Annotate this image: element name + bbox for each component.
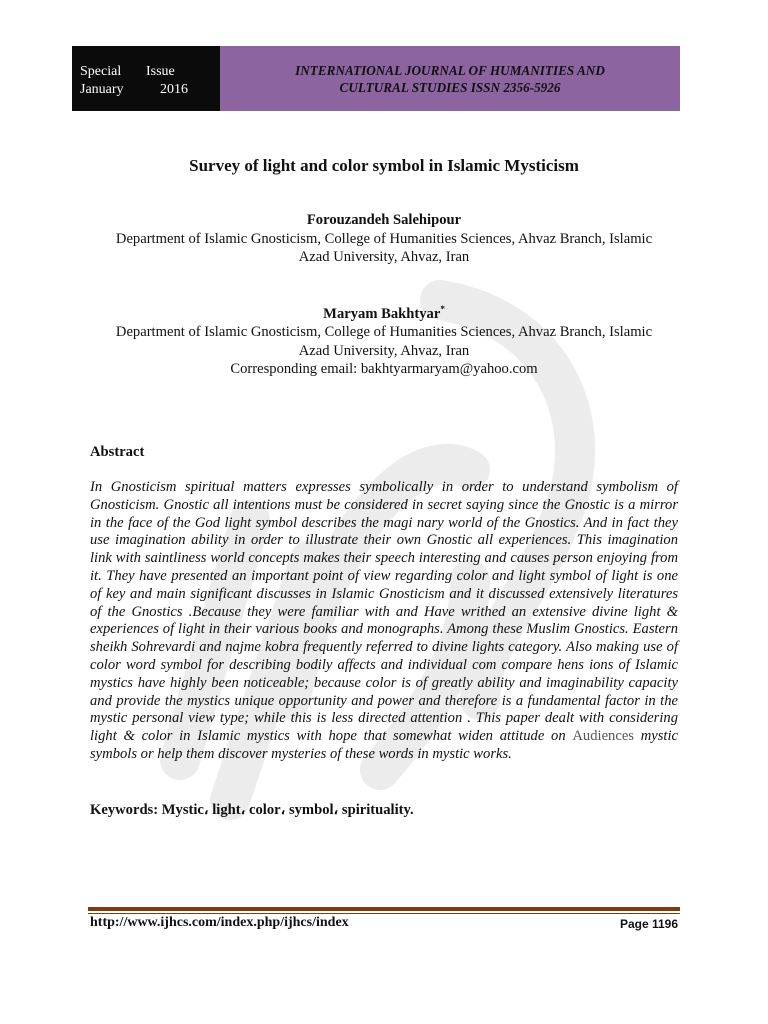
abstract-heading: Abstract xyxy=(90,444,145,460)
footer-rule-thin xyxy=(88,913,680,914)
special-label: Special xyxy=(80,64,122,79)
author-2 xyxy=(90,300,678,379)
author-2-affiliation-line1: Department of Islamic Gnosticism, College of Humanities Sciences, Ahvaz Branch, Islamic xyxy=(115,324,653,341)
author-1-name: Forouzandeh Salehipour xyxy=(306,212,462,228)
issue-label: Issue xyxy=(146,64,175,79)
journal-title-box xyxy=(220,46,680,111)
author-1-affiliation-line1: Department of Islamic Gnosticism, College of Humanities Sciences, Ahvaz Branch, Islamic xyxy=(115,230,653,247)
issue-box xyxy=(72,46,220,111)
author-2-affiliation-line2: Azad University, Ahvaz, Iran xyxy=(298,342,470,359)
corresponding-mark: * xyxy=(440,304,445,314)
author-1-affiliation-line2: Azad University, Ahvaz, Iran xyxy=(298,249,470,265)
page-number: Page 1196 xyxy=(619,917,678,931)
footer-url: http://www.ijhcs.com/index.php/ijhcs/index xyxy=(90,915,349,930)
month-label: January xyxy=(80,82,124,97)
journal-header xyxy=(72,46,680,111)
journal-title-line1: INTERNATIONAL JOURNAL OF HUMANITIES AND xyxy=(295,63,605,78)
abstract-text-end: mystic symbols or help them discover mysteries of these words in mystic works. xyxy=(90,728,679,762)
footer-rule xyxy=(88,907,680,911)
journal-title-line2: CULTURAL STUDIES ISSN 2356-5926 xyxy=(339,80,561,95)
paper-title: Survey of light and color symbol in Islamic Mysticism xyxy=(189,156,579,175)
author-2-name: Maryam Bakhtyar xyxy=(323,305,441,322)
abstract-text xyxy=(90,479,678,764)
abstract-highlight-word: Audiences xyxy=(572,728,634,745)
abstract-text-main: In Gnosticism spiritual matters expresses symbolically in order to understand symbolism of Gnosticism. Gnostic all intentions must be considered in secret saying since the Gnostic is a mirror in the face of the God light symbol describes the magi nary world of the Gnostics. And in fact they use imagination ability in order to illustrate their own Gnostic all experiences. This imagination link with saintliness world concepts makes their speech interesting and causes person enjoying from it. They have presented an important point of view regarding color and light symbol of light is one of key and main significant discusses in Islamic Gnosticism and it discussed extensively literatures of the Gnostics .Because they were familiar with and Have writhed an extensive divine light & experiences of light in their various books and monographs. Among these Muslim Gnostics. Eastern sheikh Sohrevardi and najme kobra frequently referred to divine lights category. Also making use of color word symbol for describing bodily affects and individual com compare hens ions of Islamic mystics have highly been noticeable; because color is of greatly ability and imaginability capacity and provide the mystics unique opportunity and power and therefore is a fundamental factor in the mystic personal view type; while this is less directed attention . This paper dealt with considering light & color in Islamic mystics with hope that somewhat widen attitude on xyxy=(90,479,678,745)
keywords: Keywords: Mystic، light، color، symbol، spirituality. xyxy=(90,802,414,818)
year-label: 2016 xyxy=(160,82,188,97)
author-1 xyxy=(90,211,678,267)
corresponding-email: Corresponding email: bakhtyarmaryam@yahoo.com xyxy=(230,361,538,378)
